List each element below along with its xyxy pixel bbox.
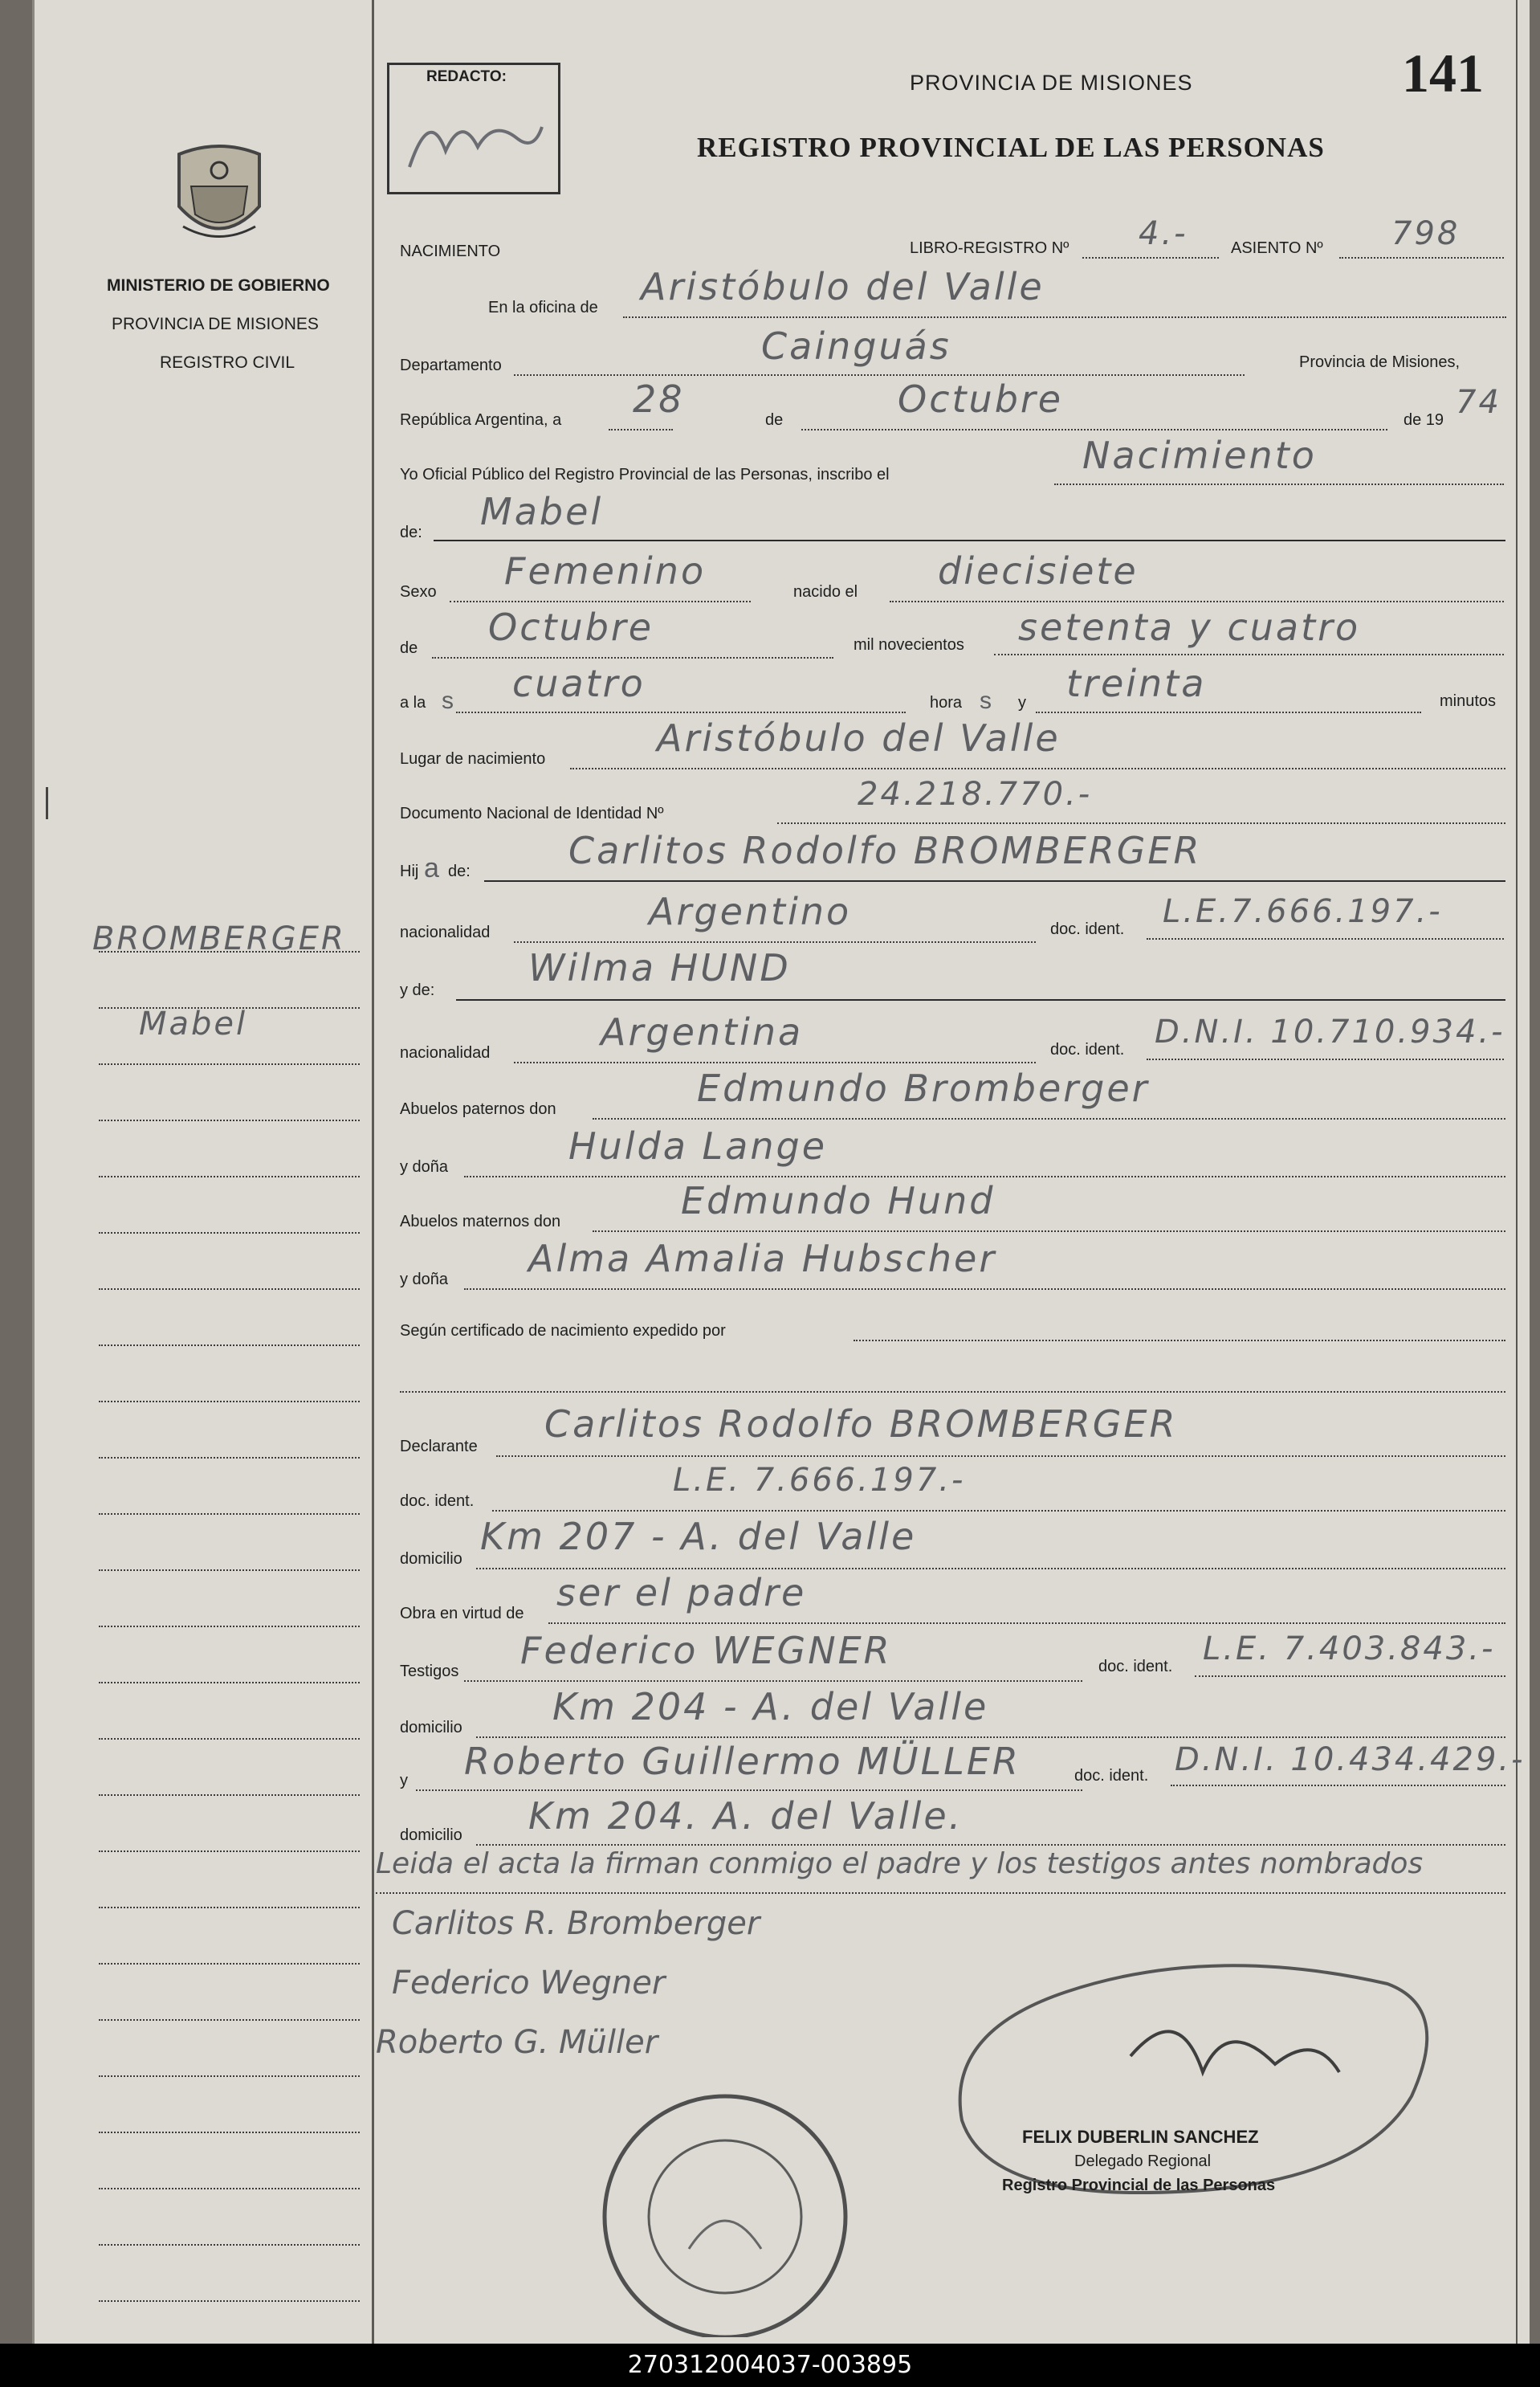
- y-label: y: [1018, 694, 1026, 712]
- year-words-line: [994, 654, 1504, 655]
- civil-registry-label: REGISTRO CIVIL: [160, 353, 295, 372]
- margin-rule-line: [99, 1401, 360, 1402]
- doct2-label: doc. ident.: [1074, 1767, 1149, 1785]
- domicilio2-value: Km 204 - A. del Valle: [552, 1685, 989, 1728]
- documento-label: Documento Nacional de Identidad Nº: [400, 805, 664, 822]
- year-value: 74: [1456, 384, 1501, 421]
- doc1-label: doc. ident.: [1050, 920, 1125, 938]
- asiento-label: ASIENTO Nº: [1231, 239, 1323, 257]
- hij-de-label: de:: [448, 863, 471, 880]
- nacimiento-label: NACIMIENTO: [400, 243, 501, 260]
- inscribo-value: Nacimiento: [1082, 434, 1317, 477]
- libro-label: LIBRO-REGISTRO Nº: [910, 239, 1069, 257]
- official-role: Delegado Regional: [1074, 2152, 1212, 2170]
- signature-witness-1: Federico Wegner: [392, 1965, 666, 2001]
- abm-value: Edmundo Hund: [681, 1179, 996, 1222]
- margin-rule-line: [99, 1457, 360, 1459]
- father-line: [484, 880, 1505, 882]
- doct1-label: doc. ident.: [1098, 1658, 1173, 1675]
- margin-rule-line: [99, 2132, 360, 2133]
- asiento-line: [1339, 257, 1504, 259]
- margin-rule-line: [99, 2188, 360, 2189]
- margin-rule-line: [99, 1344, 360, 1346]
- margin-rule-line: [99, 1738, 360, 1740]
- doct1-line: [1195, 1675, 1505, 1677]
- archive-id-bar: [0, 2344, 1540, 2387]
- hour-line: [456, 712, 906, 713]
- margin-rule-line: [99, 1120, 360, 1121]
- testigo2-line: [416, 1789, 1082, 1791]
- domicilio2-label: domicilio: [400, 1719, 462, 1736]
- testigo1-line: [464, 1680, 1082, 1682]
- y2-label: y: [400, 1772, 408, 1789]
- declarante-label: Declarante: [400, 1438, 478, 1455]
- margin-rule-line: [99, 1850, 360, 1852]
- month-value: Octubre: [898, 377, 1064, 421]
- documento-line: [777, 822, 1505, 824]
- index-surname: BROMBERGER: [92, 920, 346, 957]
- doc2-line: [1147, 1059, 1504, 1060]
- margin-rule-line: [99, 1794, 360, 1796]
- testigo2-value: Roberto Guillermo MÜLLER: [464, 1740, 1021, 1783]
- libro-line: [1082, 257, 1219, 259]
- domicilio3-label: domicilio: [400, 1826, 462, 1844]
- year-words-value: setenta y cuatro: [1018, 606, 1361, 649]
- oficina-label: En la oficina de: [488, 299, 598, 316]
- redacto-box: [387, 63, 560, 194]
- mother-line: [456, 999, 1505, 1001]
- record-area: [376, 0, 1526, 2344]
- obra-label: Obra en virtud de: [400, 1605, 524, 1622]
- margin-mark: [46, 787, 50, 819]
- page-number: 141: [1402, 43, 1484, 104]
- departamento-label: Departamento: [400, 357, 502, 374]
- ydona2-line: [464, 1288, 1505, 1290]
- lugar-value: Aristóbulo del Valle: [657, 716, 1061, 760]
- testigo1-value: Federico WEGNER: [520, 1629, 892, 1672]
- abp-value: Edmundo Bromberger: [697, 1067, 1150, 1110]
- redacto-label: REDACTO:: [426, 68, 507, 85]
- hora-label: hora: [930, 694, 963, 712]
- yde-label: y de:: [400, 981, 435, 999]
- margin-rule-line: [99, 1569, 360, 1571]
- domicilio1-value: Km 207 - A. del Valle: [480, 1515, 917, 1558]
- margin-rule-line: [99, 1007, 360, 1009]
- de-year-label: de 19: [1404, 411, 1444, 429]
- redacto-initials: [397, 91, 550, 187]
- margin-rule-line: [99, 2244, 360, 2246]
- segun-line: [854, 1340, 1505, 1341]
- ydona1-label: y doña: [400, 1158, 449, 1176]
- republica-label: República Argentina, a: [400, 411, 562, 429]
- signature-witness-2: Roberto G. Müller: [376, 2024, 658, 2061]
- margin-rule-line: [99, 951, 360, 953]
- closing-statement: Leida el acta la firman conmigo el padre y los testigos antes nombrados: [376, 1847, 1424, 1880]
- coat-of-arms-emblem: [167, 138, 271, 251]
- left-margin-panel: [35, 0, 374, 2344]
- domicilio1-line: [476, 1568, 1505, 1569]
- domicilio3-line: [476, 1844, 1505, 1846]
- margin-rule-line: [99, 2075, 360, 2077]
- ydona1-value: Hulda Lange: [568, 1124, 828, 1168]
- archive-id: 270312004037-003895: [627, 2351, 913, 2379]
- ydona1-line: [464, 1176, 1505, 1177]
- mother-value: Wilma HUND: [528, 946, 791, 989]
- ydona2-label: y doña: [400, 1271, 449, 1288]
- doct2-line: [1171, 1785, 1505, 1786]
- departamento-value: Cainguás: [761, 324, 951, 368]
- ala-suffix: s: [442, 688, 454, 714]
- asiento-value: 798: [1391, 215, 1461, 252]
- margin-rule-line: [99, 1176, 360, 1177]
- obra-value: ser el padre: [556, 1571, 807, 1614]
- hij-label: Hij: [400, 863, 419, 880]
- margin-rule-line: [99, 2300, 360, 2302]
- minutos-label: minutos: [1440, 692, 1497, 710]
- nac2-line: [514, 1062, 1036, 1063]
- provincia-label: Provincia de Misiones,: [1299, 353, 1461, 371]
- document-page: [32, 0, 1530, 2344]
- abp-label: Abuelos paternos don: [400, 1100, 556, 1118]
- registry-title: REGISTRO PROVINCIAL DE LAS PERSONAS: [697, 132, 1325, 163]
- testigos-label: Testigos: [400, 1663, 459, 1680]
- father-value: Carlitos Rodolfo BROMBERGER: [568, 829, 1202, 872]
- domicilio1-label: domicilio: [400, 1550, 462, 1568]
- day-value: 28: [633, 377, 685, 421]
- lugar-label: Lugar de nacimiento: [400, 750, 546, 768]
- lugar-line: [570, 768, 1505, 769]
- nac1-value: Argentino: [649, 890, 852, 933]
- declarante-value: Carlitos Rodolfo BROMBERGER: [544, 1402, 1178, 1446]
- abm-label: Abuelos maternos don: [400, 1213, 561, 1230]
- sexo-label: Sexo: [400, 583, 437, 601]
- margin-rule-line: [99, 1232, 360, 1234]
- doc1-value: L.E.7.666.197.-: [1163, 893, 1443, 930]
- hij-suffix: a: [424, 853, 439, 883]
- abm-line: [593, 1230, 1505, 1232]
- margin-rule-line: [99, 1513, 360, 1515]
- de2-label: de: [400, 639, 418, 657]
- nac1-label: nacionalidad: [400, 924, 491, 941]
- doct2-value: D.N.I. 10.434.429.-: [1175, 1741, 1526, 1778]
- month2-value: Octubre: [488, 606, 654, 649]
- nacido-label: nacido el: [793, 583, 858, 601]
- oficina-value: Aristóbulo del Valle: [641, 265, 1045, 308]
- doc1-line: [1147, 938, 1504, 940]
- segun-label: Según certificado de nacimiento expedido por: [400, 1322, 726, 1340]
- nac2-value: Argentina: [601, 1010, 804, 1054]
- month-line: [801, 429, 1387, 430]
- documento-value: 24.218.770.-: [858, 776, 1093, 813]
- hora-suffix: s: [980, 688, 992, 714]
- ydona2-value: Alma Amalia Hubscher: [528, 1237, 997, 1280]
- province-header: PROVINCIA DE MISIONES: [910, 71, 1193, 95]
- nac1-line: [514, 941, 1036, 943]
- de-person-label: de:: [400, 524, 422, 541]
- declarante-line: [496, 1455, 1505, 1457]
- doc2-value: D.N.I. 10.710.934.-: [1155, 1014, 1505, 1051]
- closing-line: [376, 1892, 1505, 1894]
- sexo-line: [450, 601, 751, 602]
- nacido-line: [890, 601, 1504, 602]
- docd-line: [492, 1510, 1505, 1512]
- departamento-line: [514, 374, 1245, 376]
- margin-rule-line: [99, 1963, 360, 1965]
- sexo-value: Femenino: [504, 549, 707, 593]
- minutes-value: treinta: [1066, 662, 1207, 705]
- docd-value: L.E. 7.666.197.-: [673, 1462, 966, 1499]
- index-name: Mabel: [139, 1006, 248, 1043]
- margin-rule-line: [99, 1288, 360, 1290]
- yo-label: Yo Oficial Público del Registro Provincial de las Personas, inscribo el: [400, 466, 890, 484]
- person-line: [434, 540, 1505, 541]
- signature-declarant: Carlitos R. Bromberger: [392, 1905, 760, 1942]
- segun-line-2: [400, 1391, 1505, 1393]
- obra-line: [548, 1622, 1505, 1624]
- ministry-label: MINISTERIO DE GOBIERNO: [107, 276, 330, 295]
- province-label: PROVINCIA DE MISIONES: [112, 315, 319, 333]
- margin-rule-line: [99, 1063, 360, 1065]
- de-label: de: [765, 411, 784, 429]
- month2-line: [432, 657, 833, 659]
- docd-label: doc. ident.: [400, 1492, 475, 1510]
- doc2-label: doc. ident.: [1050, 1041, 1125, 1059]
- inscribo-line: [1054, 484, 1504, 485]
- libro-value: 4.-: [1139, 215, 1188, 252]
- official-office: Registro Provincial de las Personas: [1002, 2177, 1276, 2194]
- domicilio2-line: [476, 1736, 1505, 1738]
- abp-line: [593, 1118, 1505, 1120]
- ala-label: a la: [400, 694, 426, 712]
- margin-rule-line: [99, 1682, 360, 1683]
- margin-rule-line: [99, 2019, 360, 2021]
- margin-rule-line: [99, 1626, 360, 1627]
- mil-label: mil novecientos: [854, 636, 964, 654]
- hour-value: cuatro: [512, 662, 646, 705]
- official-name: FELIX DUBERLIN SANCHEZ: [1022, 2127, 1259, 2147]
- nac2-label: nacionalidad: [400, 1044, 491, 1062]
- domicilio3-value: Km 204. A. del Valle.: [528, 1794, 964, 1838]
- margin-rule-line: [99, 1907, 360, 1908]
- oficina-line: [623, 316, 1506, 318]
- doct1-value: L.E. 7.403.843.-: [1203, 1630, 1496, 1667]
- person-value: Mabel: [480, 490, 604, 533]
- official-stamp-left: [585, 2080, 866, 2337]
- nacido-value: diecisiete: [938, 549, 1139, 593]
- minutes-line: [1036, 712, 1421, 713]
- day-line: [609, 429, 673, 430]
